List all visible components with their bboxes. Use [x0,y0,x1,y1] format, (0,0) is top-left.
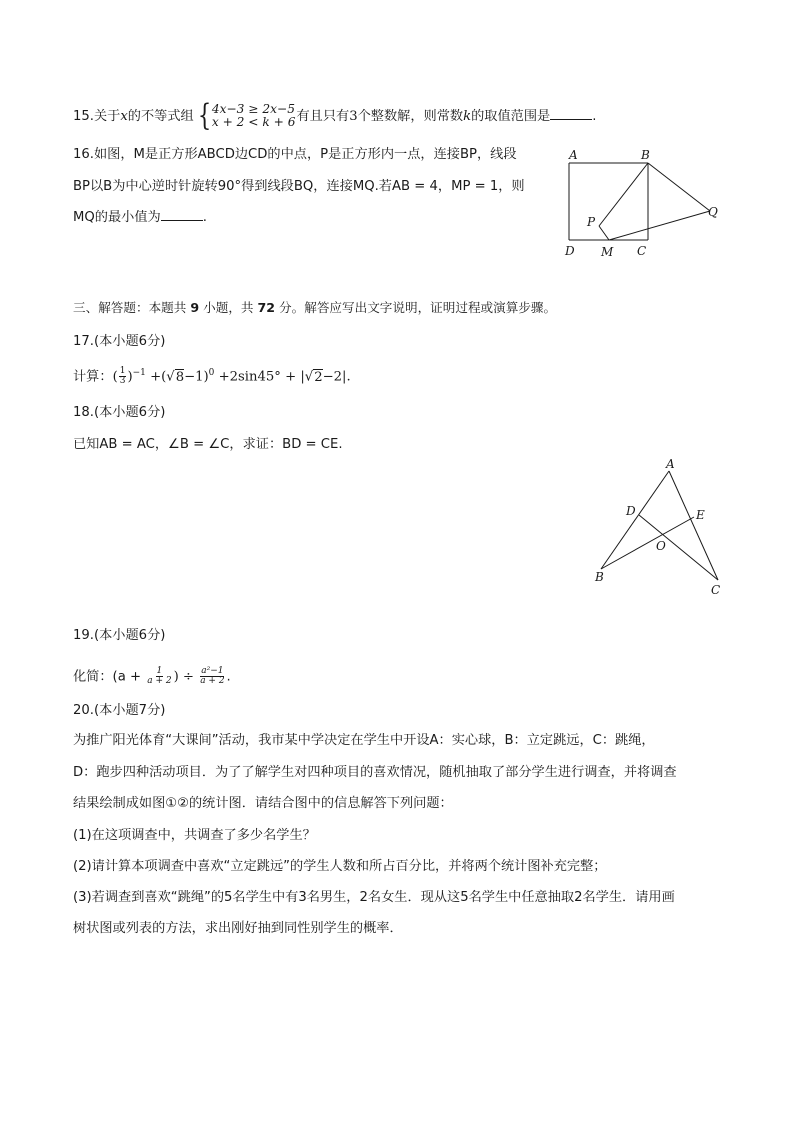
q20-paragraph-line-2: D：跑步四种活动项目．为了了解学生对四种项目的喜欢情况，随机抽取了部分学生进行调查，并将调查 [73,765,677,780]
q17-title: 17.(本小题6分) [73,334,166,349]
fraction-a2-minus-1-over-a-plus-2: $\frac{\text{a²−1}}{a + 2}$ [200,666,225,686]
figure-18-triangle-diagram [590,455,730,600]
segment-BQ [648,163,710,211]
q15-text-post3: 的取值范围是 [471,109,551,124]
q15-text-mid: 的不等式组 [127,109,194,124]
q20-subquestion-1: (1)在这项调查中，共调查了多少名学生？ [73,828,316,843]
section-3-count: 9 [190,300,200,315]
label-D: D [626,504,636,518]
inequality-line-1: 4x−3 ≥ 2x−5 [211,102,295,116]
q15-text-post2: 个整数解，则常数 [357,109,464,124]
segment-BP [599,163,648,226]
q17-expression: 计算：( $\frac{1}{3}$ )$^{-1} +(√8-1)^0 +2\sin 45^\circ + |√2-2|$. [73,366,351,386]
segment-AB [601,471,669,569]
q18-title: 18.(本小题6分) [73,405,166,420]
sqrt-symbol: √ [304,369,314,385]
q20-title: 20.(本小题7分) [73,703,166,718]
question-15 [73,98,597,133]
label-P: P [587,215,596,229]
q20-subquestion-3-line-2: 树状图或列表的方法，求出刚好抽到同性别学生的概率． [73,921,403,936]
inequality-system [195,98,296,133]
segment-BE [601,517,694,569]
q20-subquestion-3-line-1: (3)若调查到喜欢“跳绳”的5名学生中有3名男生，2名女生．现从这5名学生中任意抽取2名学生．请用画 [73,890,675,905]
q20-paragraph-line-3: 结果绘制成如图①②的统计图．请结合图中的信息解答下列问题： [73,796,453,811]
label-A: A [569,148,578,162]
q18-statement: 已知AB = AC，∠B = ∠C，求证：BD = CE. [73,437,343,452]
q16-line-2: BP以B为中心逆时针旋转90°得到线段BQ，连接MQ.若AB = 4，MP = 1，则 [73,179,525,194]
q15-var-k: k [463,109,472,124]
section-3-heading: 三、解答题：本题共 9 小题，共 72 分。解答应写出文字说明，证明过程或演算步骤。 [73,300,557,315]
brace-symbol: { [197,98,211,133]
segment-CD [639,515,718,580]
label-B: B [595,570,604,584]
q19-label: 化简：(a + [73,669,146,685]
label-E: E [696,508,705,522]
q16-end: . [202,210,207,225]
label-A: A [666,457,675,471]
radicand-2: 2 [314,369,323,385]
label-D: D [565,244,575,258]
segment-MQ [609,211,710,240]
q16-line-1: 16.如图，M是正方形ABCD边CD的中点，P是正方形内一点，连接BP，线段 [73,147,517,162]
answer-blank-16 [161,218,203,221]
q15-text-pre: 关于 [93,109,121,124]
sqrt-symbol: √ [166,369,175,385]
answer-blank-15 [550,117,592,120]
fraction-1-over-a-plus-2: $\frac{1}{a + 2}$ [147,666,172,686]
label-B: B [641,148,650,162]
segment-PM [599,226,609,240]
q17-label: 计算： [73,369,113,385]
label-C: C [637,244,647,258]
q19-expression: 化简：(a + $\frac{1}{a + 2}$ ) ÷ $\frac{\text{a²−1}}{a + 2}$ . [73,666,231,686]
label-Q: Q [708,205,718,219]
label-O: O [656,539,666,553]
q15-count: 3 [349,109,358,124]
label-M: M [601,245,614,259]
q15-var-x: x [120,109,128,124]
radicand-8: 8 [175,369,185,385]
q15-number: 15. [73,109,94,124]
figure-16-square-diagram [558,144,738,262]
q16-line-3 [73,211,207,224]
q20-paragraph-line-1: 为推广阳光体育“大课间”活动，我市某中学决定在学生中开设A：实心球，B：立定跳远，C：跳绳， [73,733,655,748]
q19-title: 19.(本小题6分) [73,628,166,643]
label-C: C [711,583,721,597]
inequality-line-2: x + 2 < k + 6 [211,115,296,129]
q20-subquestion-2: (2)请计算本项调查中喜欢“立定跳远”的学生人数和所占百分比，并将两个统计图补充完整； [73,859,607,874]
q15-end: . [592,109,597,124]
section-3-points: 72 [257,300,276,315]
q16-line-3-text: MQ的最小值为 [73,210,161,225]
segment-AC [669,471,718,580]
q15-text-post1: 有且只有 [296,109,350,124]
fraction-one-third: $\frac{1}{3}$ [119,366,126,386]
